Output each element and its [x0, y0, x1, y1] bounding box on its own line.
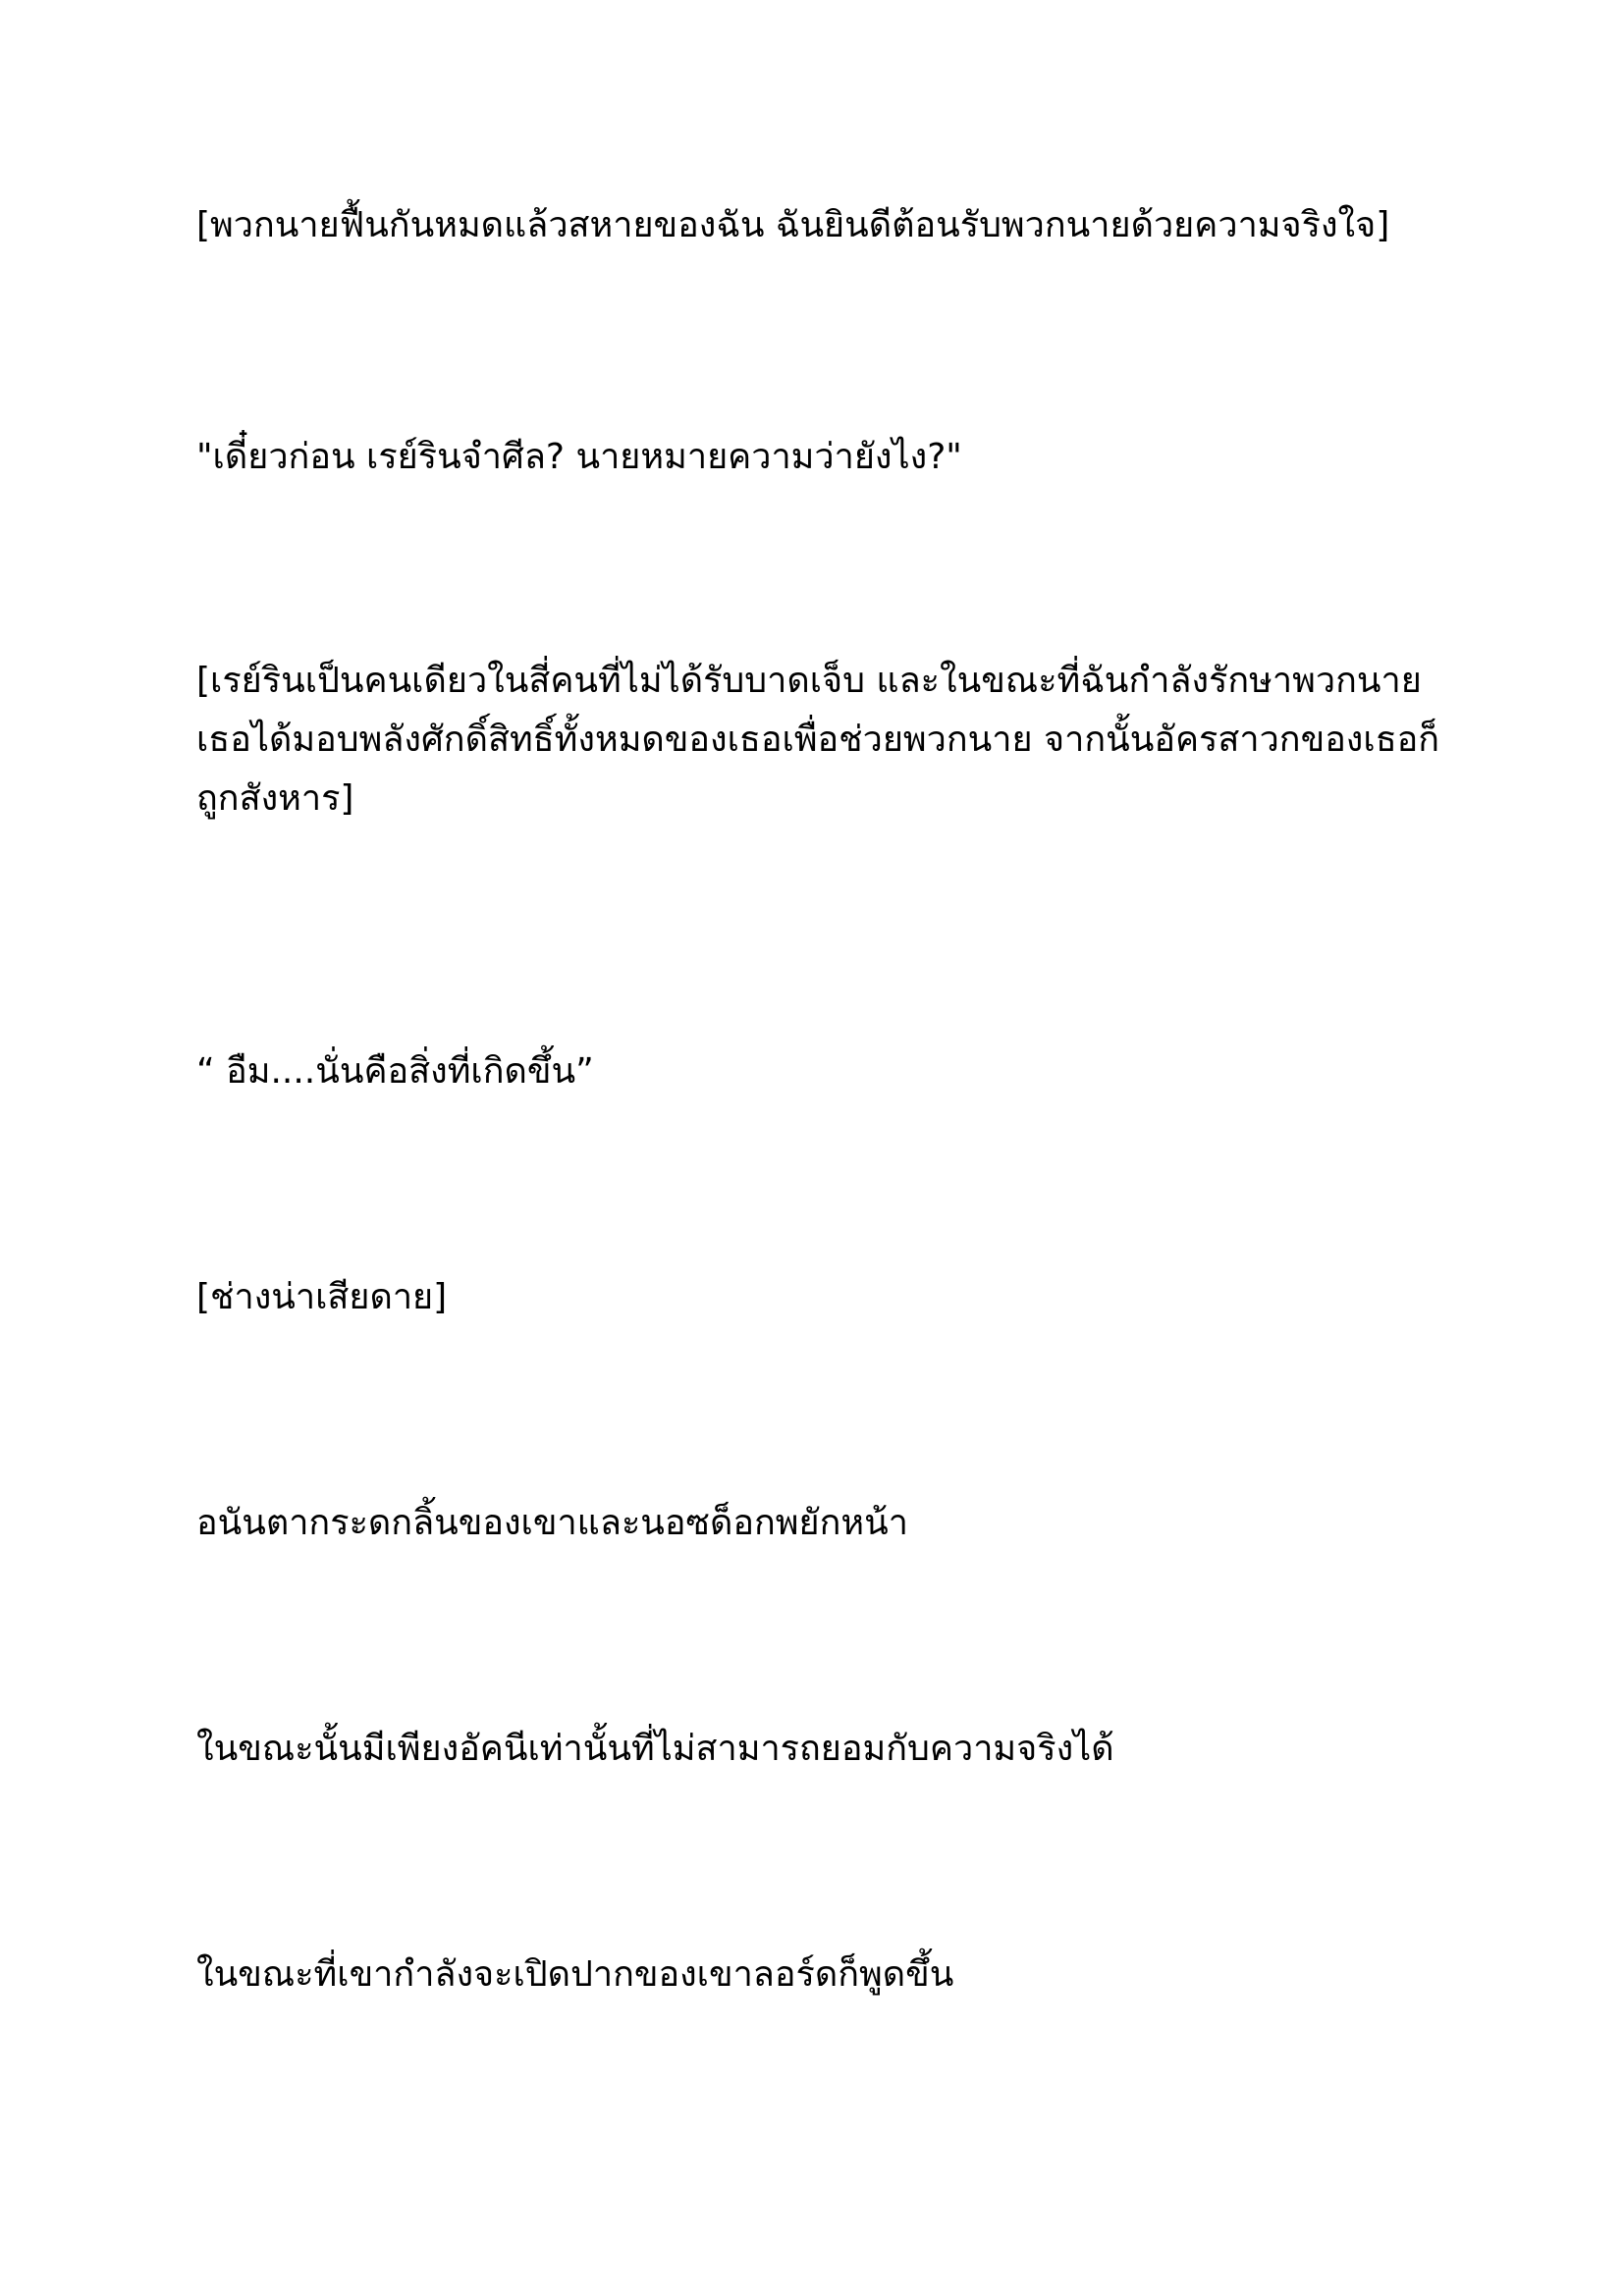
paragraph-narration-lord: ในขณะที่เขากำลังจะเปิดปากของเขาลอร์ดก็พูดขึ้น: [196, 1954, 954, 1995]
paragraph-reply: “ อืม....นั่นคือสิ่งที่เกิดขึ้น”: [196, 1051, 594, 1092]
paragraph-system-welcome: [พวกนายฟื้นกันหมดแล้วสหายของฉัน ฉันยินดีต้อนรับพวกนายด้วยความจริงใจ]: [196, 205, 1390, 245]
paragraph-narration-akkhanee: ในขณะนั้นมีเพียงอัคนีเท่านั้นที่ไม่สามารถยอมกับความจริงได้: [196, 1729, 1114, 1769]
paragraph-narration-ananta: อนันตากระดกลิ้นของเขาและนอซด็อกพยักหน้า: [196, 1503, 908, 1543]
paragraph-system-pity: [ช่างน่าเสียดาย]: [196, 1277, 448, 1317]
paragraph-question-reyrin: "เดี๋ยวก่อน เรย์รินจำศีล? นายหมายความว่ายังไง?": [196, 437, 962, 477]
paragraph-system-explanation: [เรย์รินเป็นคนเดียวในสี่คนที่ไม่ได้รับบาดเจ็บ และในขณะที่ฉันกำลังรักษาพวกนาย เธอได้มอบพลังศักดิ์สิทธิ์ทั้งหมดของเธอเพื่อช่วยพวกนาย จากนั้นอัครสาวกของเธอก็ ถูกสังหาร]: [196, 661, 1440, 819]
